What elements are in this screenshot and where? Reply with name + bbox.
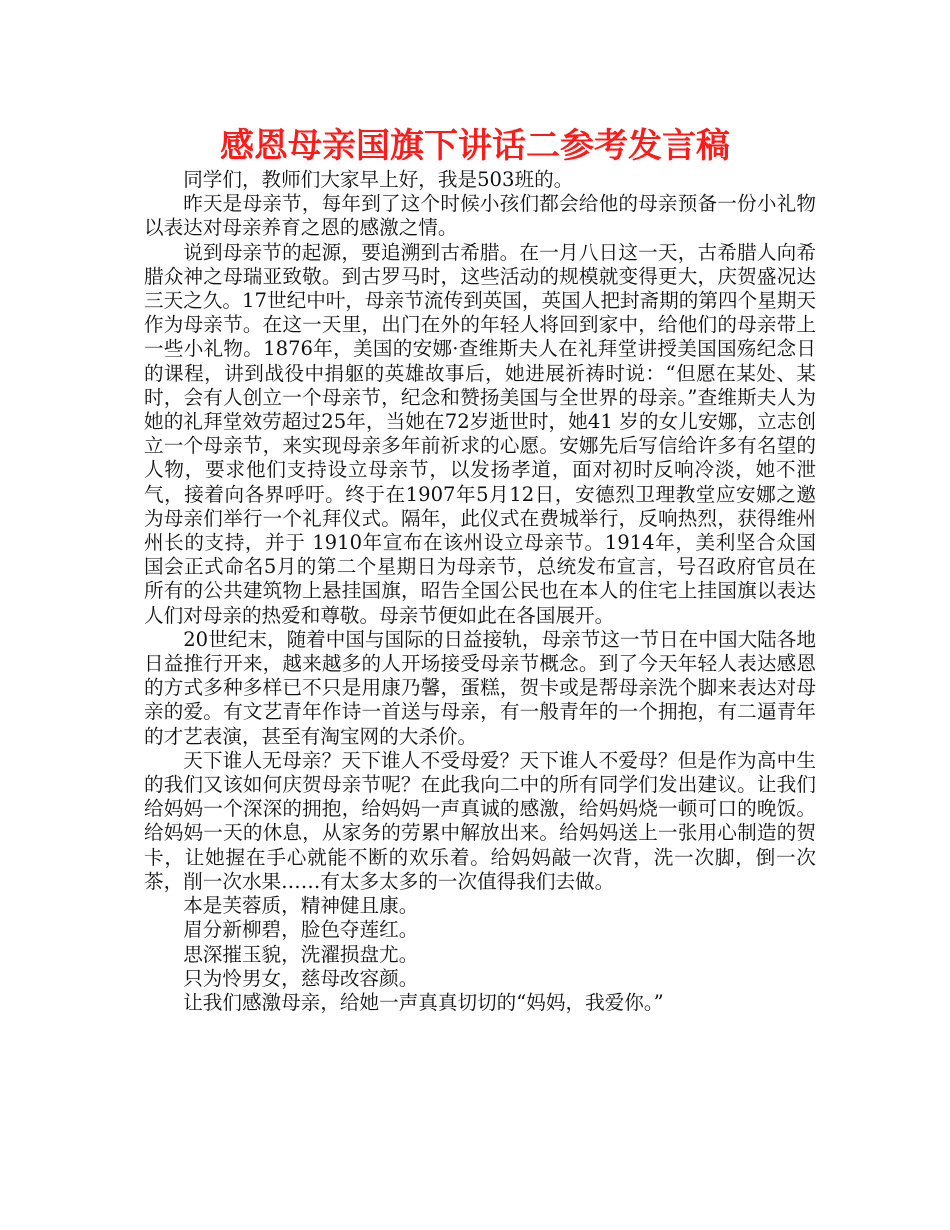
poem-line: 眉分新柳碧，脸色夺莲红。 [183, 918, 419, 942]
poem-line: 本是芙蓉质，精神健且康。 [183, 894, 419, 918]
document-title: 感恩母亲国旗下讲话二参考发言稿 [220, 126, 730, 166]
china-mothers-day-paragraph: 20世纪末，随着中国与国际的日益接轨，母亲节这一节日在中国大陆各地日益推行开来，越来越多的人开场接受母亲节概念。到了今天年轻人表达感恩的方式多种多样已不只是用康乃馨，蛋糕，贺卡或是帮母亲洗个脚来表达对母亲的爱。有文艺青年作诗一首送与母亲，有一般青年的一个拥抱，有二逼青年的才艺表演，甚至有淘宝网的大杀价。 [144, 627, 816, 748]
origin-history-paragraph: 说到母亲节的起源，要追溯到古希腊。在一月八日这一天，古希腊人向希腊众神之母瑞亚致敬。到古罗马时，这些活动的规模就变得更大，庆贺盛况达三天之久。17世纪中叶，母亲节流传到英国，英国人把封斋期的第四个星期天作为母亲节。在这一天里，出门在外的年轻人将回到家中，给他们的母亲带上一些小礼物。1876年，美国的安娜·查维斯夫人在礼拜堂讲授美国国殇纪念日的课程，讲到战役中捐躯的英雄故事后，她进展祈祷时说：“但愿在某处、某时，会有人创立一个母亲节，纪念和赞扬美国与全世界的母亲。”查维斯夫人为她的礼拜堂效劳超过25年，当她在72岁逝世时，她41 岁的女儿安娜，立志创立一个母亲节，来实现母亲多年前祈求的心愿。安娜先后写信给许多有名望的人物，要求他们支持设立母亲节，以发扬孝道，面对初时反响冷淡，她不泄气，接着向各界呼吁。终于在1907年5月12日，安德烈卫理教堂应安娜之邀为母亲们举行一个礼拜仪式。隔年，此仪式在费城举行，反响热烈，获得维州州长的支持，并于 1910年宣布在该州设立母亲节。1914年，美利坚合众国国会正式命名5月的第二个星期日为母亲节，总统发布宣言，号召政府官员在所有的公共建筑物上悬挂国旗，昭告全国公民也在本人的住宅上挂国旗以表达人们对母亲的热爱和尊敬。母亲节便如此在各国展开。 [144, 240, 816, 627]
poem-line: 思深摧玉貌，洗濯损盘尤。 [183, 942, 419, 966]
document-body [144, 168, 816, 1015]
suggestion-paragraph: 天下谁人无母亲？天下谁人不受母爱？天下谁人不爱母？但是作为高中生的我们又该如何庆贺母亲节呢？在此我向二中的所有同学们发出建议。让我们给妈妈一个深深的拥抱，给妈妈一声真诚的感激，给妈妈烧一顿可口的晚饭。给妈妈一天的休息，从家务的劳累中解放出来。给妈妈送上一张用心制造的贺卡，让她握在手心就能不断的欢乐着。给妈妈敲一次背，洗一次脚，倒一次茶，削一次水果……有太多太多的一次值得我们去做。 [144, 748, 816, 893]
closing-paragraph: 让我们感激母亲，给她一声真真切切的“妈妈，我爱你。” [183, 990, 664, 1014]
greeting-paragraph: 同学们，教师们大家早上好，我是503班的。 [183, 168, 574, 191]
poem-line: 只为怜男女，慈母改容颜。 [183, 966, 419, 990]
mothers-day-intro-paragraph: 昨天是母亲节，每年到了这个时候小孩们都会给他的母亲预备一份小礼物以表达对母亲养育之恩的感激之情。 [144, 192, 816, 240]
